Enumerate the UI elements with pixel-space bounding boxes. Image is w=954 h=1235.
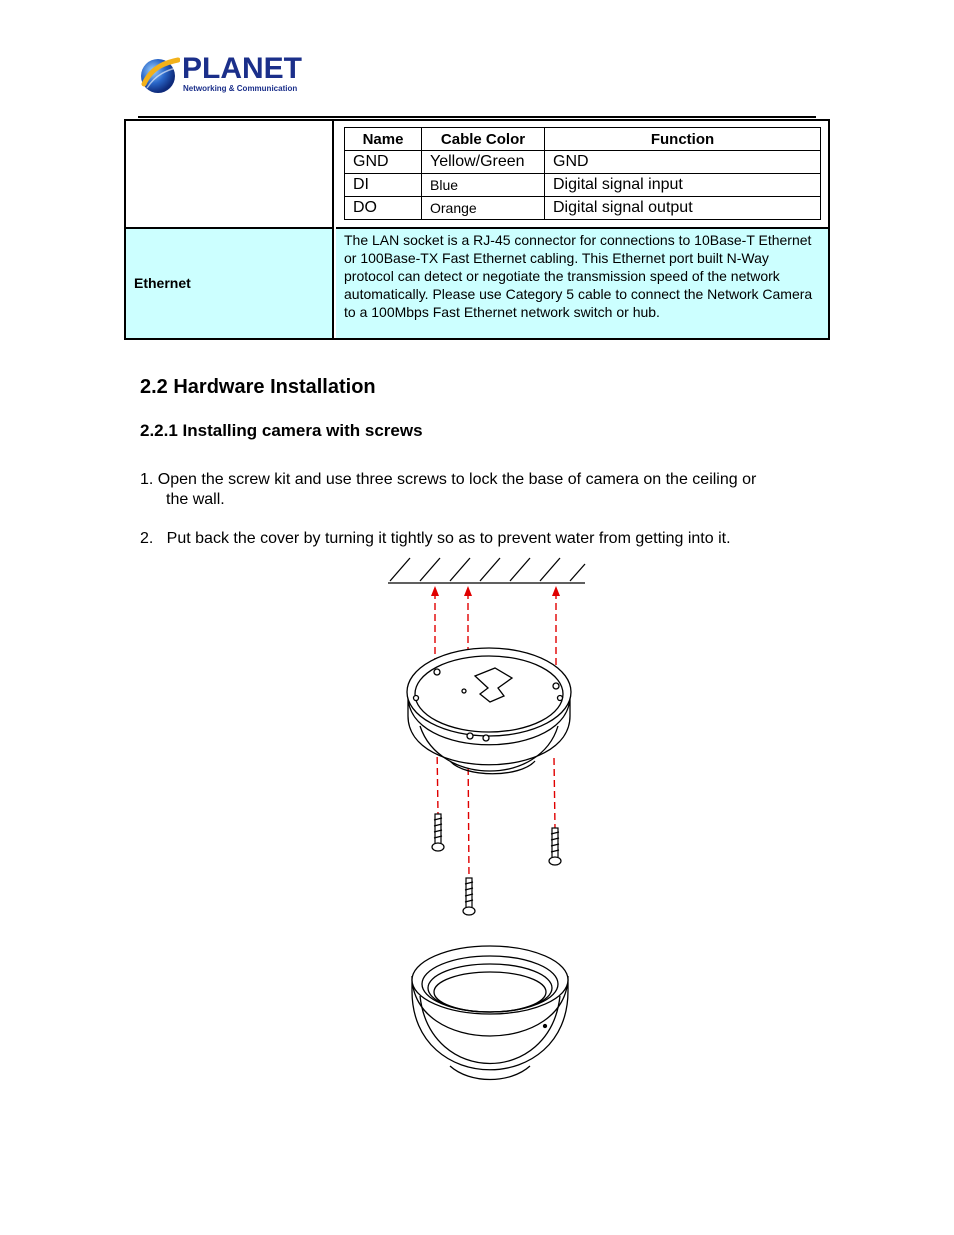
cell-name: DI [345,174,422,197]
io-cell [336,121,828,229]
cell-color: Orange [422,197,545,220]
subsection-title: 2.2.1 Installing camera with screws [140,421,423,440]
ethernet-label-cell [126,229,334,338]
planet-logo [138,52,302,98]
cell-name: DO [345,197,422,220]
ceiling-icon [388,558,585,583]
io-table-header [345,128,821,151]
spec-table [124,119,830,340]
screw-icon [432,814,561,915]
globe-icon [138,54,180,96]
cell-color: Yellow/Green [422,151,545,174]
logo-tagline: Networking & Communication [183,84,298,93]
step-1 [140,470,830,510]
table-row [345,197,821,220]
io-table [344,127,821,220]
spec-cell-empty [126,121,334,229]
header-rule [138,116,816,118]
step-1-line2: the wall. [166,491,225,508]
col-color-header: Cable Color [422,128,545,151]
camera-installation-diagram [380,556,600,1096]
step-1-line1: 1. Open the screw kit and use three screws to lock the base of camera on the ceiling or [140,471,757,488]
cell-name: GND [345,151,422,174]
logo-name: PLANET [182,52,302,85]
cell-function: Digital signal input [545,174,821,197]
col-function-header: Function [545,128,821,151]
cell-function: GND [545,151,821,174]
table-row [345,174,821,197]
camera-base-icon [407,648,571,774]
ethernet-description: The LAN socket is a RJ-45 connector for connections to 10Base-T Ethernet or 100Base-TX Fast Ethernet cabling. This Ethernet port built N-Way protocol can detect or negotiate the transmission speed of the network automatically. Please use Category 5 cable to connect the Network Camera to a 100Mbps Fast Ethernet network switch or hub. [336,229,828,338]
dome-cover-icon [412,946,568,1080]
col-name-header: Name [345,128,422,151]
section-title: 2.2 Hardware Installation [140,376,376,398]
ethernet-label: Ethernet [134,275,191,291]
cell-color: Blue [422,174,545,197]
step-2: 2. Put back the cover by turning it tightly so as to prevent water from getting into it. [140,530,731,547]
cell-function: Digital signal output [545,197,821,220]
table-row [345,151,821,174]
